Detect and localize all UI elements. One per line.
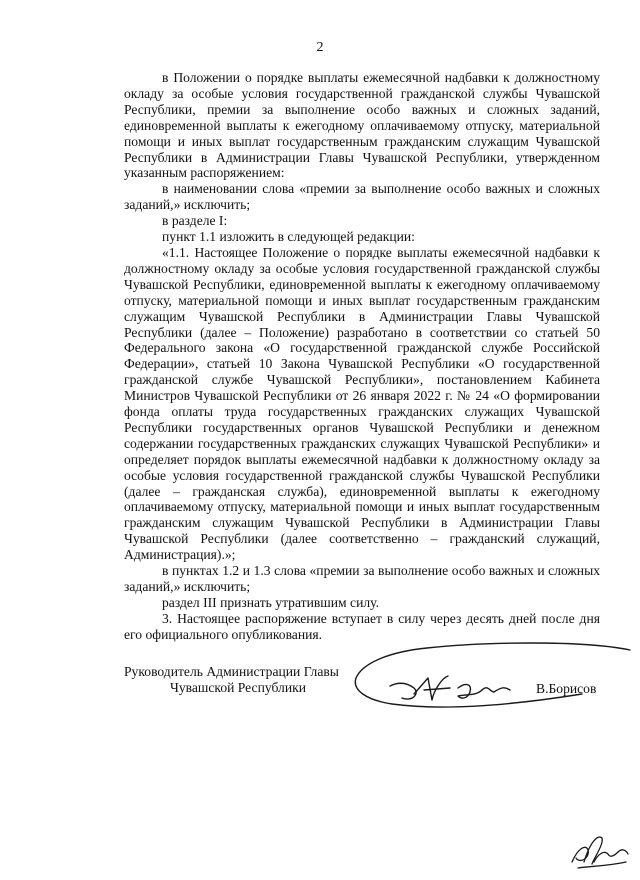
paragraph: «1.1. Настоящее Положение о порядке выплаты ежемесячной надбавки к должностному окладу за особые условия государственной гражданской службы Чувашской Республики, единовременной выплаты к ежегодному оплачиваемому отпуску, материальной помощи и иных выплат государственным гражданским служащим Чувашской Республики в Администрации Главы Чувашской Республики (далее – Положение) разработано в соответствии со статьей 50 Федерального закона «О государственной гражданской службе Российской Федерации», статьей 10 Закона Чувашской Республики «О государственной гражданской службе Чувашской Республики», постановлением Кабинета Министров Чувашской Республики от 26 января 2022 г. № 24 «О формировании фонда оплаты труда государственных гражданских служащих Чувашской Республики государственных органов Чувашской Республики и денежном содержании государственных гражданских служащих Чувашской Республики» и определяет порядок выплаты ежемесячной надбавки к должностному окладу за особые условия государственной гражданской службы Чувашской Республики (далее – гражданская служба), единовременной выплаты к ежегодному оплачиваемому отпуску, материальной помощи и иных выплат государственным гражданским служащим Чувашской Республики в Администрации Главы Чувашской Республики (далее соответственно – гражданский служащий, Администрация).»; bbox=[124, 244, 600, 563]
signatory-title-line1: Руководитель Администрации Главы bbox=[124, 664, 339, 679]
paragraph: 3. Настоящее распоряжение вступает в силу через десять дней после дня его официального опубликования. bbox=[124, 610, 600, 642]
paragraph: в наименовании слова «премии за выполнение особо важных и сложных заданий,» исключить; bbox=[124, 181, 600, 213]
paragraph: в Положении о порядке выплаты ежемесячной надбавки к должностному окладу за особые условия государственной гражданской службы Чувашской Республики, премии за выполнение особо важных и сложных заданий, единовременной выплаты к ежегодному оплачиваемому отпуску, материальной помощи и иных выплат государственным гражданским служащим Чувашской Республики в Администрации Главы Чувашской Республики, утвержденном указанным распоряжением: bbox=[124, 70, 600, 181]
signatory-title-line2: Чувашской Республики bbox=[170, 680, 306, 695]
page-number: 2 bbox=[316, 40, 324, 55]
paragraph: в разделе I: bbox=[162, 213, 228, 229]
signatory-name: В.Борисов bbox=[536, 681, 597, 696]
paragraph: в пунктах 1.2 и 1.3 слова «премии за выполнение особо важных и сложных заданий,» исключить; bbox=[124, 563, 600, 594]
paragraph: раздел III признать утратившим силу. bbox=[162, 594, 379, 610]
document-body bbox=[124, 70, 600, 643]
signature-block bbox=[124, 664, 339, 696]
handwritten-initials bbox=[568, 828, 630, 872]
paragraph: пункт 1.1 изложить в следующей редакции: bbox=[162, 229, 415, 245]
